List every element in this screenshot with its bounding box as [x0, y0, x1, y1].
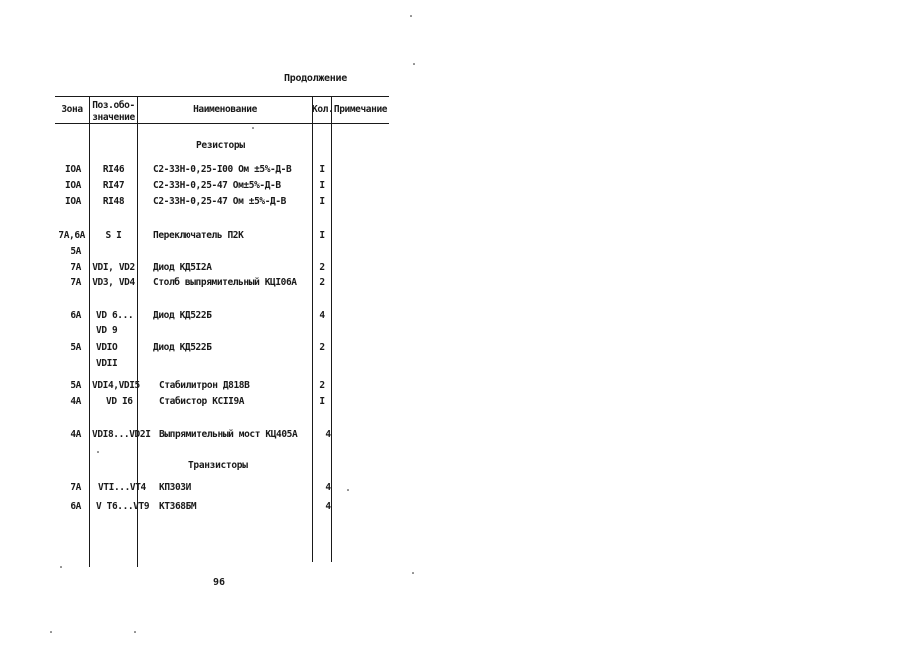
scan-speck [50, 631, 52, 633]
row-pos: VD 6... [96, 310, 134, 321]
row-zone: IOA [65, 164, 81, 175]
row-pos: VD3, VD4 [92, 277, 135, 288]
row-zone: 5А [70, 342, 81, 353]
row-pos: VDI8...VD2I [92, 429, 151, 440]
row-zone: IOA [65, 196, 81, 207]
header-pos-line2: значение [92, 112, 135, 123]
row-name: Столб выпрямительный КЦI06А [153, 277, 297, 288]
row-zone: 5А [70, 246, 81, 257]
row-name: Стабистор КСII9А [159, 396, 245, 407]
row-zone: 6А [70, 501, 81, 512]
row-name: С2-33Н-0,25-I00 Ом ±5%-Д-В [153, 164, 292, 175]
row-pos: V T6...VT9 [96, 501, 150, 512]
row-zone: 6А [70, 310, 81, 321]
row-zone: 4А [70, 396, 81, 407]
section-transistors: Транзисторы [188, 460, 248, 471]
row-qty: I [319, 180, 325, 191]
scan-speck [410, 15, 412, 17]
column-divider-pos [137, 97, 138, 567]
header-pos-line1: Поз.обо- [92, 100, 135, 111]
row-pos: VDI, VD2 [92, 262, 135, 273]
row-name: КТ368БМ [159, 501, 197, 512]
row-zone: IOA [65, 180, 81, 191]
row-pos: VD 9 [96, 325, 118, 336]
row-name: Диод КД5I2А [153, 262, 212, 273]
row-zone: 7А [70, 262, 81, 273]
row-qty: 2 [319, 380, 325, 391]
row-qty: 2 [319, 262, 325, 273]
row-name: Переключатель П2К [153, 230, 244, 241]
row-qty: I [319, 164, 325, 175]
row-zone: 4А [70, 429, 81, 440]
row-zone: 7А,6А [58, 230, 85, 241]
page-number: 96 [213, 577, 226, 588]
row-name: КП303И [159, 482, 191, 493]
row-pos: VDIO [96, 342, 118, 353]
row-qty: I [319, 396, 325, 407]
row-pos: RI47 [102, 180, 125, 191]
row-name: Стабилитрон Д818В [159, 380, 250, 391]
scan-speck [347, 489, 349, 491]
row-qty: 4 [325, 482, 331, 493]
row-name: Выпрямительный мост КЦ405А [159, 429, 298, 440]
row-pos: VDII [96, 358, 118, 369]
row-qty: 4 [325, 501, 331, 512]
row-qty: 4 [319, 310, 325, 321]
scan-speck [413, 63, 415, 65]
header-zone: Зона [61, 104, 83, 115]
row-pos: VTI...VT4 [98, 482, 146, 493]
row-zone: 7А [70, 277, 81, 288]
row-qty: 2 [319, 277, 325, 288]
row-qty: 2 [319, 342, 325, 353]
row-qty: I [319, 196, 325, 207]
table-top-rule [55, 96, 389, 97]
row-qty: 4 [325, 429, 331, 440]
row-pos: RI46 [102, 164, 125, 175]
row-pos: VD I6 [106, 396, 133, 407]
row-name: Диод КД522Б [153, 342, 212, 353]
header-name: Наименование [193, 104, 257, 115]
continuation-label: Продолжение [284, 73, 347, 84]
row-pos: S I [105, 230, 122, 241]
scan-speck [97, 451, 99, 453]
row-name: С2-33Н-0,25-47 Ом ±5%-Д-В [153, 196, 286, 207]
row-name: С2-33Н-0,25-47 Ом±5%-Д-В [153, 180, 281, 191]
scan-speck [134, 631, 136, 633]
row-zone: 5А [70, 380, 81, 391]
row-pos: VDI4,VDI5 [92, 380, 140, 391]
section-resistors: Резисторы [196, 140, 245, 151]
header-note: Примечание [333, 104, 388, 115]
row-pos: RI48 [102, 196, 125, 207]
scan-speck [252, 127, 254, 129]
scan-speck [412, 572, 414, 574]
row-zone: 7А [70, 482, 81, 493]
scan-speck [60, 566, 62, 568]
row-name: Диод КД522Б [153, 310, 212, 321]
row-qty: I [319, 230, 325, 241]
header-qty: Кол. [312, 104, 334, 115]
